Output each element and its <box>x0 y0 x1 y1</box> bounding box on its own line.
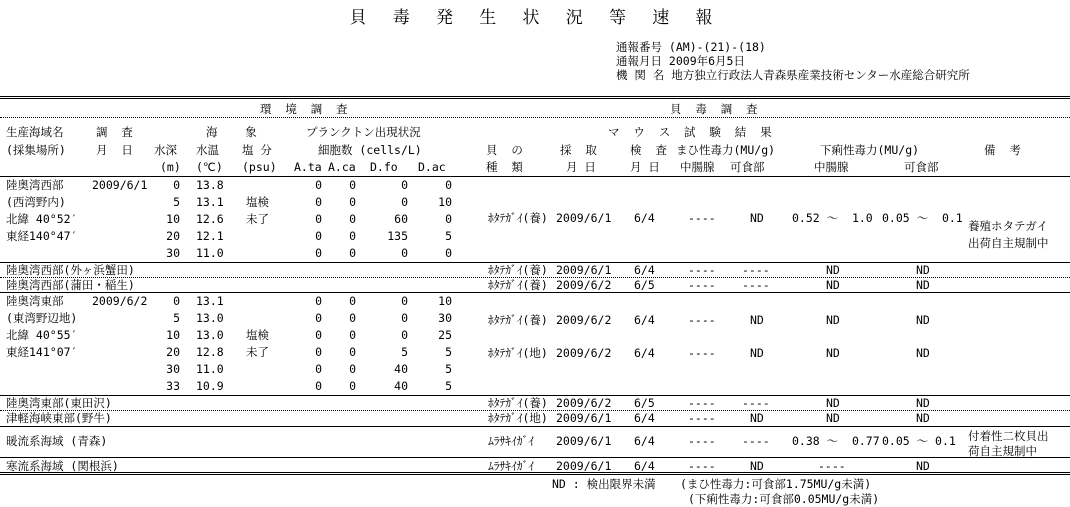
shell-kind: ﾎﾀﾃｶﾞｲ(養) <box>488 313 548 327</box>
aca-count: 0 <box>349 178 356 192</box>
temp-value: 13.1 <box>196 195 224 209</box>
aca-count: 0 <box>349 345 356 359</box>
kind-header: 種 類 <box>486 160 523 174</box>
psp-edible: ND <box>750 459 764 473</box>
aca-count: 0 <box>349 379 356 393</box>
depth-value: 10 <box>166 328 180 342</box>
psp-midgut: ---- <box>688 459 716 473</box>
inspect-header: 検 査 <box>630 143 667 157</box>
aca-count: 0 <box>349 195 356 209</box>
temp-value: 13.8 <box>196 178 224 192</box>
collect-date: 2009/6/1 <box>556 411 612 425</box>
dac-count: 0 <box>445 246 452 260</box>
temp-value: 12.8 <box>196 345 224 359</box>
inspect-md-header: 月 日 <box>630 160 660 174</box>
dsp-midgut-header: 中腸腺 <box>814 160 849 174</box>
psp-header: まひ性毒力(MU/g) <box>676 143 776 157</box>
dac-count: 0 <box>445 178 452 192</box>
shellfish-survey-heading: 貝 毒 調 査 <box>670 102 758 116</box>
dac-count: 5 <box>445 379 452 393</box>
shell-kind: ﾎﾀﾃｶﾞｲ(養) <box>488 278 548 292</box>
month-day-header: 月 日 <box>96 143 133 157</box>
mouse-test-header: マ ウ ス 試 験 結 果 <box>608 125 772 139</box>
station-name: (西湾野内) <box>6 195 66 209</box>
temp-value: 12.6 <box>196 212 224 226</box>
ata-count: 0 <box>315 379 322 393</box>
dfo-header: D.fo <box>370 160 398 174</box>
dfo-count: 5 <box>401 345 408 359</box>
survey-header: 調 査 <box>96 125 133 139</box>
psp-midgut: ---- <box>688 411 716 425</box>
psp-midgut: ---- <box>688 313 716 327</box>
psp-midgut: ---- <box>688 263 716 277</box>
cells-header: 細胞数 (cells/L) <box>318 143 422 157</box>
ata-count: 0 <box>315 328 322 342</box>
depth-value: 5 <box>173 195 180 209</box>
inspect-date: 6/5 <box>634 278 655 292</box>
psp-midgut: ---- <box>688 211 716 225</box>
dac-count: 25 <box>438 328 452 342</box>
dsp-midgut: ND <box>826 278 840 292</box>
ata-count: 0 <box>315 362 322 376</box>
ata-count: 0 <box>315 311 322 325</box>
env-survey-heading: 環 境 調 査 <box>260 102 348 116</box>
temp-value: 12.1 <box>196 229 224 243</box>
dac-count: 5 <box>445 229 452 243</box>
psp-edible: ---- <box>742 263 770 277</box>
psp-edible: ---- <box>742 396 770 410</box>
depth-unit: (m) <box>160 160 181 174</box>
row-rule <box>0 457 1070 458</box>
dac-count: 10 <box>438 294 452 308</box>
depth-value: 20 <box>166 229 180 243</box>
dsp-midgut: ---- <box>818 459 846 473</box>
remarks-header: 備 考 <box>984 143 1021 157</box>
aca-count: 0 <box>349 212 356 226</box>
station-name: 北緯 40°55′ <box>6 328 78 342</box>
station-name: 陸奥湾西部 <box>6 178 64 192</box>
depth-value: 33 <box>166 379 180 393</box>
dsp-midgut: 0.52 ～ 1.0 <box>792 211 873 225</box>
sea-header: 海 象 <box>206 125 257 139</box>
header-dotted-rule <box>0 117 1070 118</box>
psp-midgut: ---- <box>688 278 716 292</box>
dac-count: 10 <box>438 195 452 209</box>
station-name: 東経140°47′ <box>6 229 78 243</box>
ata-count: 0 <box>315 294 322 308</box>
ata-header: A.ta <box>294 160 322 174</box>
dac-header: D.ac <box>418 160 446 174</box>
shell-kind: ﾎﾀﾃｶﾞｲ(地) <box>488 411 548 425</box>
nd-note: ND : 検出限界未満 <box>552 477 656 491</box>
dsp-edible: ND <box>916 396 930 410</box>
dfo-count: 40 <box>394 379 408 393</box>
psp-edible: ND <box>750 346 764 360</box>
temp-header: 水温 <box>196 143 219 157</box>
ata-count: 0 <box>315 212 322 226</box>
remark-line: 付着性二枚貝出 <box>968 429 1049 443</box>
salinity-header: 塩 分 <box>242 143 272 157</box>
dac-count: 5 <box>445 345 452 359</box>
inspect-date: 6/4 <box>634 459 655 473</box>
dfo-count: 0 <box>401 178 408 192</box>
salinity-value: 塩検 <box>246 328 269 342</box>
dac-count: 5 <box>445 362 452 376</box>
dsp-edible: ND <box>916 263 930 277</box>
report-date: 通報月日 2009年6月5日 <box>616 54 745 68</box>
station-name: 暖流系海域 (青森) <box>6 434 108 448</box>
dsp-edible-header: 可食部 <box>904 160 939 174</box>
aca-count: 0 <box>349 229 356 243</box>
dsp-edible: 0.05 ～ 0.1 <box>882 434 956 448</box>
psp-edible: ND <box>750 313 764 327</box>
inspect-date: 6/4 <box>634 346 655 360</box>
dsp-midgut: ND <box>826 313 840 327</box>
station-name: 寒流系海域 (関根浜) <box>6 459 119 473</box>
temp-value: 13.0 <box>196 328 224 342</box>
table-bottom-rule <box>0 472 1070 475</box>
depth-value: 0 <box>173 178 180 192</box>
inspect-date: 6/5 <box>634 396 655 410</box>
psp-edible: ND <box>750 411 764 425</box>
collect-date: 2009/6/2 <box>556 346 612 360</box>
row-rule <box>0 292 1070 293</box>
salinity-unit: (psu) <box>242 160 277 174</box>
psp-midgut: ---- <box>688 434 716 448</box>
dsp-header: 下痢性毒力(MU/g) <box>820 143 920 157</box>
dfo-count: 60 <box>394 212 408 226</box>
collect-date: 2009/6/1 <box>556 459 612 473</box>
ata-count: 0 <box>315 178 322 192</box>
ata-count: 0 <box>315 246 322 260</box>
collect-date: 2009/6/2 <box>556 313 612 327</box>
inspect-date: 6/4 <box>634 211 655 225</box>
aca-count: 0 <box>349 362 356 376</box>
psp-midgut: ---- <box>688 396 716 410</box>
temp-value: 11.0 <box>196 362 224 376</box>
depth-value: 0 <box>173 294 180 308</box>
depth-value: 30 <box>166 246 180 260</box>
collect-header: 採 取 <box>560 143 597 157</box>
depth-value: 10 <box>166 212 180 226</box>
temp-value: 11.0 <box>196 246 224 260</box>
aca-count: 0 <box>349 328 356 342</box>
depth-value: 20 <box>166 345 180 359</box>
station-name: 陸奥湾西部(外ヶ浜蟹田) <box>6 263 135 277</box>
shell-kind: ﾎﾀﾃｶﾞｲ(養) <box>488 263 548 277</box>
dsp-midgut: ND <box>826 263 840 277</box>
aca-count: 0 <box>349 311 356 325</box>
dsp-edible: ND <box>916 459 930 473</box>
dsp-edible: ND <box>916 313 930 327</box>
shell-kind: ﾎﾀﾃｶﾞｲ(地) <box>488 346 548 360</box>
report-title: 貝 毒 発 生 状 況 等 速 報 <box>349 8 721 28</box>
collect-date: 2009/6/1 <box>556 263 612 277</box>
dfo-count: 0 <box>401 328 408 342</box>
depth-value: 5 <box>173 311 180 325</box>
temp-value: 13.1 <box>196 294 224 308</box>
dsp-midgut: ND <box>826 396 840 410</box>
temp-unit: (℃) <box>196 160 223 174</box>
salinity-value: 未了 <box>246 345 269 359</box>
row-rule <box>0 426 1070 427</box>
survey-date: 2009/6/1 <box>92 178 148 192</box>
remark-line: 荷自主規制中 <box>968 444 1037 458</box>
shell-kind: ﾎﾀﾃｶﾞｲ(養) <box>488 396 548 410</box>
survey-date: 2009/6/2 <box>92 294 148 308</box>
station-name: 津軽海峡東部(野牛) <box>6 411 112 425</box>
station-name: (東湾野辺地) <box>6 311 78 325</box>
dsp-midgut: ND <box>826 346 840 360</box>
collect-date: 2009/6/2 <box>556 396 612 410</box>
shell-kind-header: 貝 の <box>486 143 523 157</box>
aca-header: A.ca <box>328 160 356 174</box>
salinity-value: 未了 <box>246 212 269 226</box>
remark-line: 養殖ホタテガイ <box>968 219 1048 233</box>
psp-limit-note: (まひ性毒力:可食部1.75MU/g未満) <box>680 477 872 491</box>
psp-edible: ND <box>750 211 764 225</box>
station-name: 陸奥湾東部(東田沢) <box>6 396 112 410</box>
dfo-count: 0 <box>401 294 408 308</box>
dsp-edible: 0.05 ～ 0.1 <box>882 211 963 225</box>
ata-count: 0 <box>315 345 322 359</box>
inspect-date: 6/4 <box>634 411 655 425</box>
dfo-count: 135 <box>387 229 408 243</box>
header-bottom-rule <box>0 176 1070 177</box>
dfo-count: 0 <box>401 195 408 209</box>
dsp-limit-note: (下痢性毒力:可食部0.05MU/g未満) <box>688 492 880 506</box>
report-number: 通報番号 (AM)-(21)-(18) <box>616 40 766 54</box>
dsp-midgut: ND <box>826 411 840 425</box>
agency-name: 機 関 名 地方独立行政法人青森県産業技術センター水産総合研究所 <box>616 68 970 82</box>
dsp-edible: ND <box>916 411 930 425</box>
aca-count: 0 <box>349 246 356 260</box>
temp-value: 13.0 <box>196 311 224 325</box>
station-name: 北緯 40°52′ <box>6 212 78 226</box>
area-header: 生産海域名 <box>6 125 64 139</box>
shell-kind: ﾎﾀﾃｶﾞｲ(養) <box>488 211 548 225</box>
ata-count: 0 <box>315 195 322 209</box>
dsp-midgut: 0.38 ～ 0.77 <box>792 434 880 448</box>
collect-date: 2009/6/1 <box>556 211 612 225</box>
dfo-count: 0 <box>401 246 408 260</box>
remark-line: 出荷自主規制中 <box>968 236 1049 250</box>
dsp-edible: ND <box>916 346 930 360</box>
collect-date: 2009/6/1 <box>556 434 612 448</box>
inspect-date: 6/4 <box>634 263 655 277</box>
psp-edible: ---- <box>742 278 770 292</box>
station-name: 陸奥湾西部(蒲田・稲生) <box>6 278 135 292</box>
shell-kind: ﾑﾗｻｷｲｶﾞｲ <box>488 459 534 473</box>
plankton-header: プランクトン出現状況 <box>306 125 421 139</box>
ata-count: 0 <box>315 229 322 243</box>
inspect-date: 6/4 <box>634 313 655 327</box>
psp-midgut: ---- <box>688 346 716 360</box>
dfo-count: 0 <box>401 311 408 325</box>
psp-midgut-header: 中腸腺 <box>680 160 715 174</box>
aca-count: 0 <box>349 294 356 308</box>
collect-date: 2009/6/2 <box>556 278 612 292</box>
inspect-date: 6/4 <box>634 434 655 448</box>
dfo-count: 40 <box>394 362 408 376</box>
station-name: 東経141°07′ <box>6 345 78 359</box>
dac-count: 30 <box>438 311 452 325</box>
psp-edible: ---- <box>742 434 770 448</box>
dac-count: 0 <box>445 212 452 226</box>
place-header: (採集場所) <box>6 143 66 157</box>
shell-kind: ﾑﾗｻｷｲｶﾞｲ <box>488 434 534 448</box>
depth-value: 30 <box>166 362 180 376</box>
psp-edible-header: 可食部 <box>730 160 765 174</box>
depth-header: 水深 <box>154 143 177 157</box>
collect-md-header: 月 日 <box>566 160 596 174</box>
temp-value: 10.9 <box>196 379 224 393</box>
station-name: 陸奥湾東部 <box>6 294 64 308</box>
salinity-value: 塩検 <box>246 195 269 209</box>
dsp-edible: ND <box>916 278 930 292</box>
header-top-rule <box>0 96 1070 99</box>
